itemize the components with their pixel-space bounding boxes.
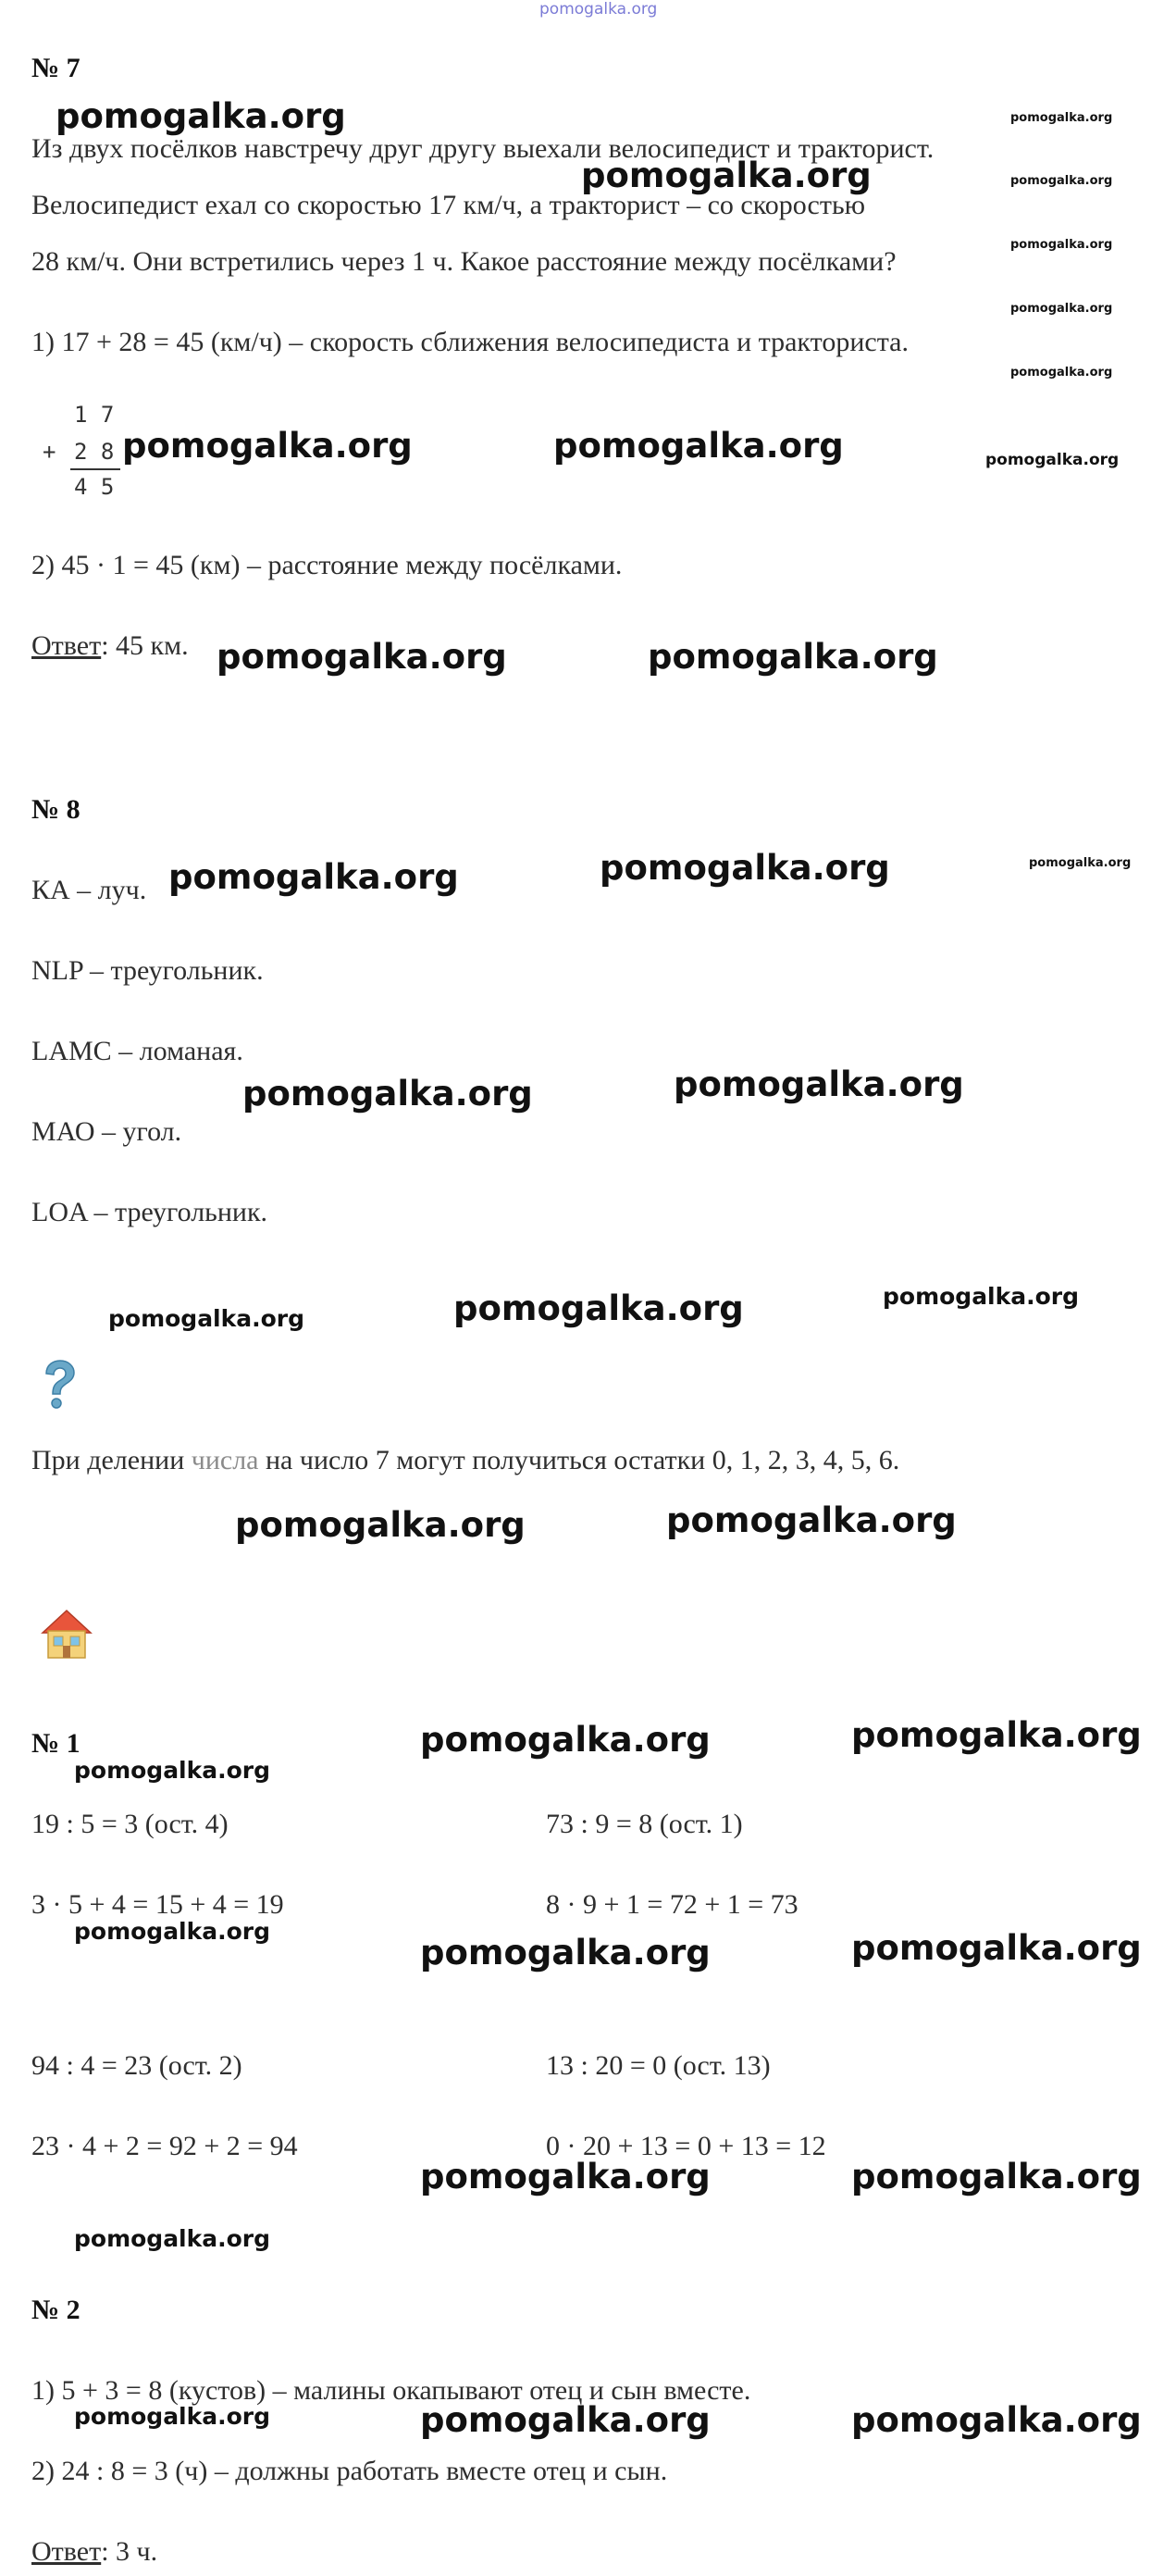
watermark: pomogalka.org [74,1757,271,1784]
home-task2-answer [31,2535,157,2569]
column-row1: 1 7 [74,402,115,428]
watermark: pomogalka.org [56,96,346,136]
home-task1-right: 8 · 9 + 1 = 72 + 1 = 73 [546,1889,798,1920]
column-result: 4 5 [74,474,115,500]
question-after: на число 7 могут получиться остатки 0, 1, 2, 3, 4, 5, 6. [258,1445,900,1475]
column-line [70,468,120,470]
watermark: pomogalka.org [851,2157,1142,2196]
task7-step2: 2) 45 · 1 = 45 (км) – расстояние между посёлками. [31,550,623,580]
home-task1-right: 13 : 20 = 0 (ост. 13) [546,2050,771,2081]
watermark: pomogalka.org [985,451,1120,469]
question-text [31,1444,899,1477]
watermark: pomogalka.org [168,857,459,897]
watermark: pomogalka.org [74,1918,271,1945]
watermark: pomogalka.org [1010,111,1113,125]
task8-item: LOA – треугольник. [31,1197,268,1227]
column-row2: 2 8 [74,439,115,465]
home-task1-left: 23 · 4 + 2 = 92 + 2 = 94 [31,2131,298,2161]
home-task1-left: 94 : 4 = 23 (ост. 2) [31,2050,242,2081]
watermark: pomogalka.org [420,2157,711,2196]
task8-item: КА – луч. [31,875,147,905]
watermark: pomogalka.org [108,1305,305,1332]
watermark: pomogalka.org [1029,856,1132,870]
column-plus-sign: + [43,439,56,465]
home-task2-step2: 2) 24 : 8 = 3 (ч) – должны работать вместе отец и сын. [31,2456,668,2486]
watermark: pomogalka.org [1010,366,1113,380]
answer-label: Ответ [31,2536,102,2567]
watermark: pomogalka.org [581,156,872,195]
watermark: pomogalka.org [600,848,890,888]
home-task1-right: 0 · 20 + 13 = 0 + 13 = 12 [546,2131,826,2161]
answer-text: : 45 км. [101,630,189,661]
task7-step1: 1) 17 + 28 = 45 (км/ч) – скорость сближения велосипедиста и тракториста. [31,327,909,357]
watermark: pomogalka.org [1010,238,1113,252]
watermark: pomogalka.org [648,637,938,677]
home-task2-step1: 1) 5 + 3 = 8 (кустов) – малины окапывают отец и сын вместе. [31,2375,751,2406]
watermark: pomogalka.org [1010,174,1113,188]
task8-item: LAMC – ломаная. [31,1036,243,1066]
home-task1-right: 73 : 9 = 8 (ост. 1) [546,1809,743,1839]
answer-label: Ответ [31,630,102,661]
watermark: pomogalka.org [553,426,844,466]
watermark: pomogalka.org [122,426,413,466]
house-icon [39,1607,94,1661]
watermark: pomogalka.org [420,1720,711,1760]
watermark: pomogalka.org [217,637,507,677]
task8-heading: № 8 [31,794,80,825]
question-before: При делении [31,1445,192,1475]
task7-answer [31,629,189,663]
answer-text: : 3 ч. [101,2536,158,2567]
watermark-top: pomogalka.org [539,0,658,19]
watermark: pomogalka.org [1010,302,1113,316]
task7-line-2: Велосипедист ехал со скоростью 17 км/ч, а тракторист – со скоростью [31,190,866,220]
task8-item: МАО – угол. [31,1116,182,1147]
home-task1-left: 3 · 5 + 4 = 15 + 4 = 19 [31,1889,284,1920]
task8-item: NLP – треугольник. [31,955,264,986]
task7-line-3: 28 км/ч. Они встретились через 1 ч. Какое расстояние между посёлками? [31,246,897,277]
watermark: pomogalka.org [851,1928,1142,1968]
task7-heading: № 7 [31,53,80,83]
watermark: pomogalka.org [74,2403,271,2430]
watermark: pomogalka.org [453,1288,744,1328]
watermark: pomogalka.org [674,1064,964,1104]
home-task1-heading: № 1 [31,1728,80,1759]
watermark: pomogalka.org [420,2400,711,2440]
watermark: pomogalka.org [420,1933,711,1972]
watermark: pomogalka.org [851,1715,1142,1755]
watermark: pomogalka.org [74,2225,271,2252]
watermark: pomogalka.org [235,1505,526,1545]
home-task2-heading: № 2 [31,2295,80,2325]
question-mark-icon [37,1359,80,1411]
question-highlight: числа [191,1445,259,1475]
watermark: pomogalka.org [883,1283,1080,1310]
task7-line-1: Из двух посёлков навстречу друг другу выехали велосипедист и тракторист. [31,133,935,164]
watermark: pomogalka.org [242,1074,533,1114]
watermark: pomogalka.org [851,2400,1142,2440]
home-task1-left: 19 : 5 = 3 (ост. 4) [31,1809,229,1839]
watermark: pomogalka.org [666,1500,957,1540]
